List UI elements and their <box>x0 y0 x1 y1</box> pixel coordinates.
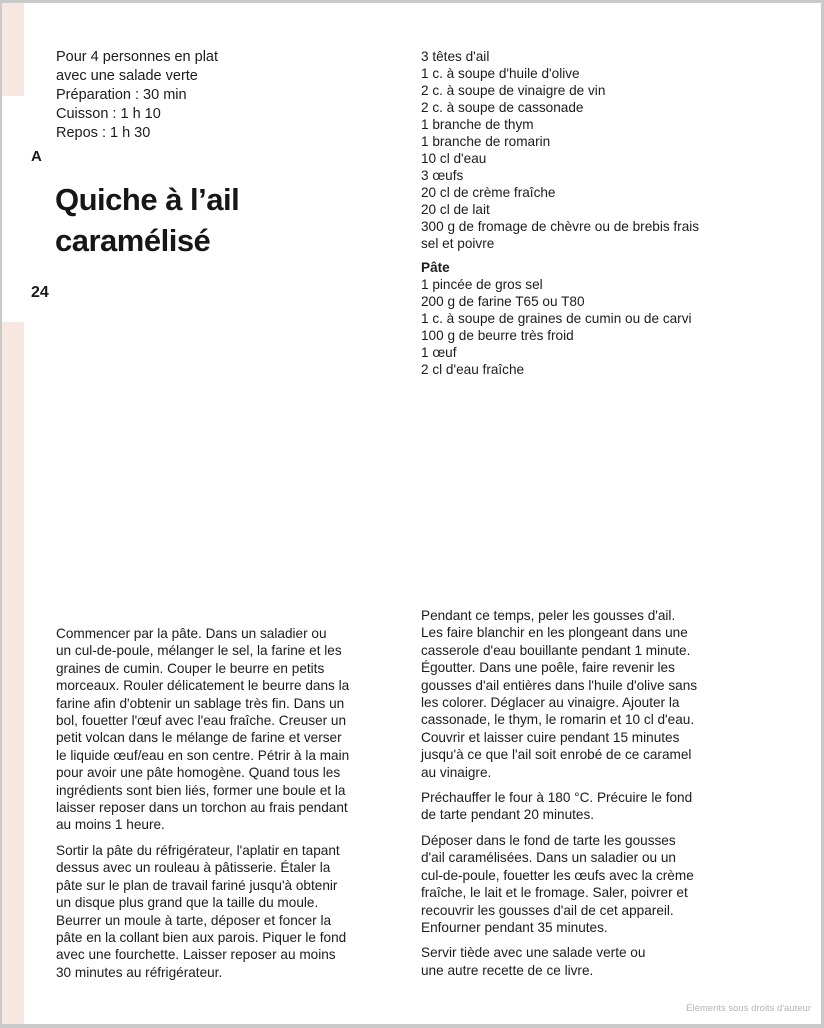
instruction-line: Commencer par la pâte. Dans un saladier ou <box>56 626 327 641</box>
instruction-line: Égoutter. Dans une poêle, faire revenir les <box>421 660 675 676</box>
ingredient-item: 10 cl d'eau <box>421 151 487 166</box>
ingredient-item: 2 c. à soupe de vinaigre de vin <box>421 83 606 98</box>
instruction-line: avec une fourchette. Laisser reposer au moins <box>56 947 336 963</box>
instruction-line: Servir tiède avec une salade verte ou <box>421 945 646 961</box>
instruction-line: casserole d'eau bouillante pendant 1 minute. <box>421 642 691 658</box>
instruction-line: pour avoir une pâte homogène. Quand tous les <box>56 765 341 781</box>
pate-heading: Pâte <box>421 260 450 275</box>
instruction-line: gousses d'ail entières dans l'huile d'olive sans <box>421 677 698 693</box>
instruction-paragraph <box>421 944 751 979</box>
ingredient-item: 20 cl de lait <box>421 202 490 217</box>
instruction-line: Les faire blanchir en les plongeant dans une <box>421 625 688 641</box>
servings-line: avec une salade verte <box>56 68 198 84</box>
instruction-line: laisser reposer dans un torchon au frais pendant <box>56 800 348 816</box>
instruction-line: les colorer. Déglacer au vinaigre. Ajouter la <box>421 695 680 711</box>
ingredient-item: 20 cl de crème fraîche <box>421 185 556 200</box>
instruction-paragraph <box>421 789 751 824</box>
instructions-right-column <box>421 607 751 987</box>
instruction-line: Préchauffer le four à 180 °C. Précuire le fond <box>421 790 693 806</box>
section-tab-band-top <box>2 3 24 96</box>
resting-time: Repos : 1 h 30 <box>56 125 151 141</box>
instruction-line: pâte en la collant bien aux parois. Piquer le fond <box>56 929 347 945</box>
ingredient-item: 300 g de fromage de chèvre ou de brebis frais <box>421 219 700 234</box>
instruction-line: Pendant ce temps, peler les gousses d'ail. <box>421 608 676 623</box>
instruction-paragraph <box>56 625 396 834</box>
ingredient-item: 100 g de beurre très froid <box>421 328 574 343</box>
instruction-line: morceaux. Rouler délicatement le beurre dans la <box>56 678 350 694</box>
ingredient-item: 2 c. à soupe de cassonade <box>421 100 584 115</box>
instruction-line: dessus avec un rouleau à pâtisserie. Étaler la <box>56 860 331 876</box>
preparation-time: Préparation : 30 min <box>56 87 187 103</box>
instruction-line: Déposer dans le fond de tarte les gousses <box>421 832 676 848</box>
instruction-line: cassonade, le thym, le romarin et 10 cl d'eau. <box>421 712 695 728</box>
book-page <box>2 3 821 1024</box>
ingredient-item: 1 pincée de gros sel <box>421 277 543 292</box>
recipe-title-line: caramélisé <box>55 223 211 258</box>
servings-line: Pour 4 personnes en plat <box>56 49 219 65</box>
ingredient-item: sel et poivre <box>421 236 495 251</box>
instruction-line: pâte sur le plan de travail fariné jusqu'à obtenir <box>56 877 338 893</box>
recipe-title <box>55 179 239 261</box>
ingredient-item: 1 c. à soupe d'huile d'olive <box>421 66 580 81</box>
recipe-title-line: Quiche à l’ail <box>55 182 240 217</box>
section-tab-band-bottom <box>2 322 24 1024</box>
ingredient-item: 3 œufs <box>421 168 464 183</box>
section-letter: A <box>31 148 42 165</box>
copyright-notice: Éléments sous droits d'auteur <box>686 1003 811 1014</box>
instruction-line: d'ail caramélisées. Dans un saladier ou un <box>421 850 676 866</box>
instruction-line: de tarte pendant 20 minutes. <box>421 807 595 823</box>
instruction-line: ingrédients sont bien liés, former une boule et la <box>56 782 346 798</box>
instruction-paragraph <box>421 607 751 781</box>
instruction-line: 30 minutes au réfrigérateur. <box>56 964 223 980</box>
instruction-line: Couvrir et laisser cuire pendant 15 minutes <box>421 729 680 745</box>
instruction-line: Enfourner pendant 35 minutes. <box>421 919 608 935</box>
ingredients-list <box>421 48 699 378</box>
instruction-line: graines de cumin. Couper le beurre en petits <box>56 660 325 676</box>
instruction-line: recouvrir les gousses d'ail de cet appareil. <box>421 902 674 918</box>
ingredient-item: 200 g de farine T65 ou T80 <box>421 294 585 309</box>
instructions-left-column <box>56 625 396 989</box>
cooking-time: Cuisson : 1 h 10 <box>56 106 161 122</box>
ingredient-item: 1 œuf <box>421 345 457 360</box>
ingredient-item: 1 branche de thym <box>421 117 534 132</box>
instruction-line: Beurrer un moule à tarte, déposer et foncer la <box>56 912 332 928</box>
ingredients-pate <box>421 276 699 378</box>
instruction-line: farine afin d'obtenir un sablage très fin. Dans un <box>56 695 345 711</box>
instruction-paragraph <box>421 832 751 936</box>
instruction-line: fraîche, le lait et le fromage. Saler, poivrer et <box>421 885 688 901</box>
instruction-line: petit volcan dans le mélange de farine et verser <box>56 730 342 746</box>
instruction-line: le liquide œuf/eau en son centre. Pétrir à la main <box>56 747 350 763</box>
ingredient-item: 3 têtes d'ail <box>421 49 490 64</box>
instruction-line: Sortir la pâte du réfrigérateur, l'aplatir en tapant <box>56 842 340 858</box>
ingredient-item: 2 cl d'eau fraîche <box>421 362 525 377</box>
instruction-line: un disque plus grand que la taille du moule. <box>56 895 319 911</box>
page-number: 24 <box>31 284 49 301</box>
instruction-line: jusqu'à ce que l'ail soit enrobé de ce caramel <box>421 747 692 763</box>
ingredients-main <box>421 48 699 252</box>
instruction-line: au moins 1 heure. <box>56 817 165 833</box>
instruction-line: un cul-de-poule, mélanger le sel, la farine et les <box>56 643 342 659</box>
instruction-line: une autre recette de ce livre. <box>421 962 594 978</box>
instruction-line: cul-de-poule, fouetter les œufs avec la crème <box>421 867 694 883</box>
instruction-line: au vinaigre. <box>421 764 492 780</box>
instruction-line: bol, fouetter l'œuf avec l'eau fraîche. Creuser un <box>56 713 347 729</box>
ingredient-item: 1 branche de romarin <box>421 134 551 149</box>
instruction-paragraph <box>56 842 396 981</box>
ingredient-item: 1 c. à soupe de graines de cumin ou de carvi <box>421 311 692 326</box>
recipe-meta <box>56 48 218 143</box>
